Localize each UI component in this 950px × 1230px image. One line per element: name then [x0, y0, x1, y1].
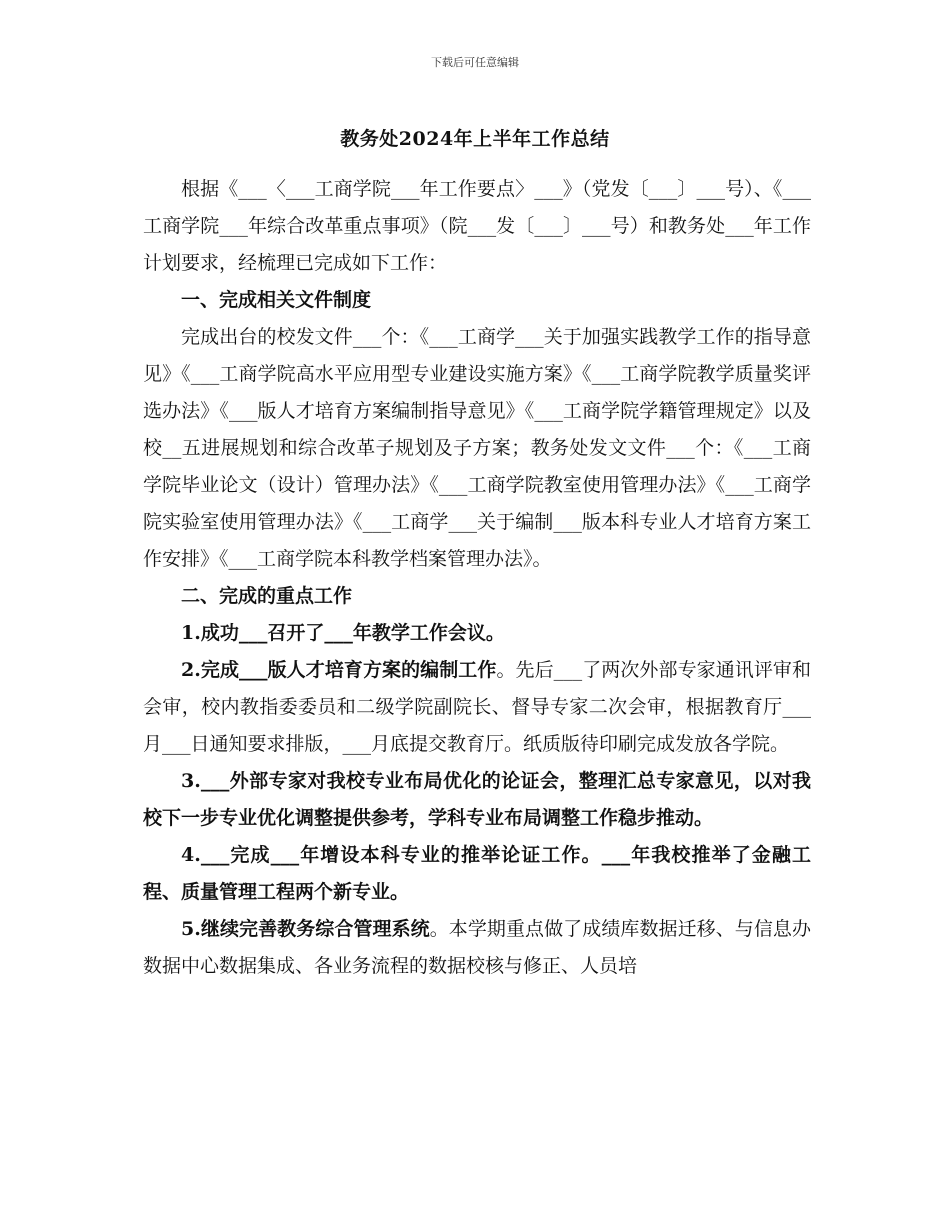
item-3: 3.___外部专家对我校专业布局优化的论证会，整理汇总专家意见，以对我校下一步专业优化调整提供参考，学科专业布局调整工作稳步推动。	[143, 770, 811, 829]
section-1-body: 完成出台的校发文件___个：《___工商学___关于加强实践教学工作的指导意见》《___工商学院高水平应用型专业建设实施方案》《___工商学院教学质量奖评选办法》《___版人才培育方案编制指导意见》《___工商学院学籍管理规定》以及校__五进展规划和综合改革子规划及子方案；教务处发文文件___个：《___工商学院毕业论文（设计）管理办法》《___工商学院教室使用管理办法》《___工商学院实验室使用管理办法》《___工商学___关于编制___版本科专业人才培育方案工作安排》《___工商学院本科教学档案管理办法》。	[143, 326, 811, 570]
item-5-lead: 5.继续完善教务综合管理系统	[181, 918, 430, 940]
section-2-heading: 二、完成的重点工作	[181, 585, 353, 607]
document-body	[143, 171, 811, 985]
item-5-text: 。本学期重点做了成绩库数据迁移、与信息办数据中心数据集成、各业务流程的数据校核与修正、人员培	[143, 918, 811, 977]
header-note: 下载后可任意编辑	[431, 56, 519, 69]
item-2-text: 。先后___了两次外部专家通讯评审和会审，校内教指委委员和二级学院副院长、督导专家二次会审，根据教育厅___月___日通知要求排版，___月底提交教育厅。纸质版待印刷完成发放各学院。	[143, 659, 811, 755]
page-title: 教务处2024年上半年工作总结	[340, 128, 610, 150]
section-1-heading: 一、完成相关文件制度	[181, 289, 372, 311]
item-5	[143, 911, 811, 985]
item-2-lead: 2.完成___版人才培育方案的编制工作	[181, 659, 497, 681]
item-4: 4.___完成___年增设本科专业的推举论证工作。___年我校推举了金融工程、质量管理工程两个新专业。	[143, 844, 811, 903]
item-2	[143, 652, 811, 763]
intro-paragraph: 根据《___〈___工商学院___年工作要点〉___》（党发〔___〕___号）、《___工商学院___年综合改革重点事项》（院___发〔___〕___号）和教务处___年工作计划要求，经梳理已完成如下工作：	[143, 178, 811, 274]
item-1: 1.成功___召开了___年教学工作会议。	[181, 622, 505, 644]
